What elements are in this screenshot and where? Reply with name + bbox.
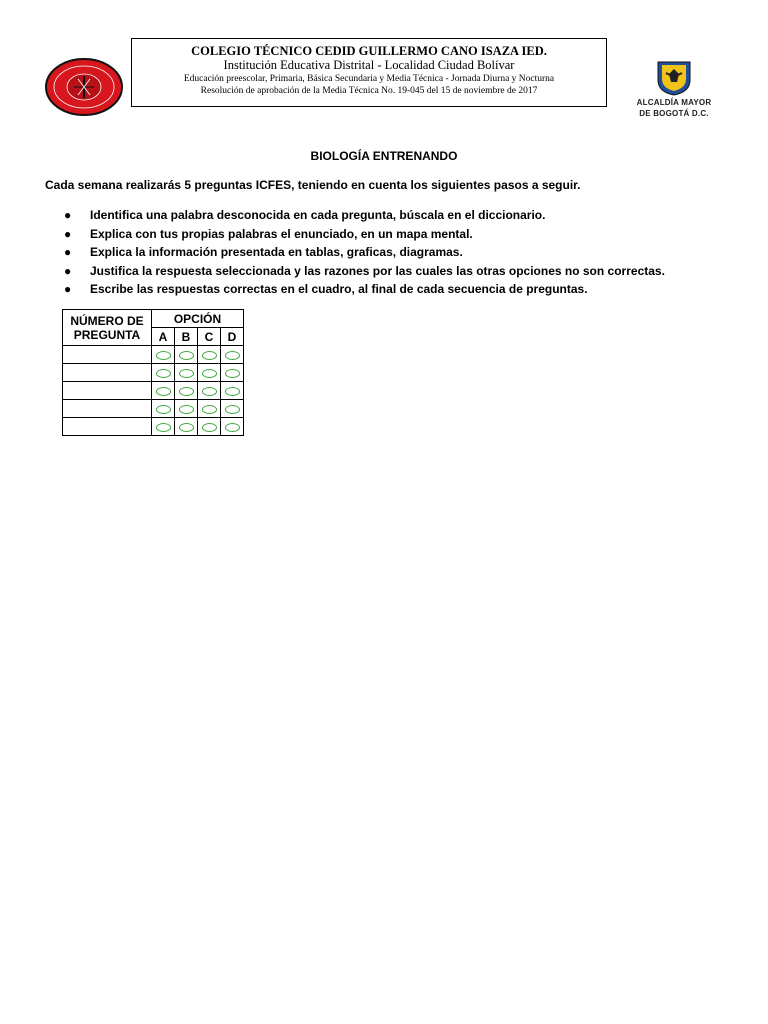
table-row	[63, 346, 244, 364]
answer-cell-d[interactable]	[221, 382, 244, 400]
question-number-cell[interactable]	[63, 400, 152, 418]
option-a-header: A	[152, 328, 175, 346]
answer-cell-a[interactable]	[152, 364, 175, 382]
answer-cell-b[interactable]	[175, 346, 198, 364]
option-c-header: C	[198, 328, 221, 346]
answer-cell-c[interactable]	[198, 382, 221, 400]
answer-cell-d[interactable]	[221, 418, 244, 436]
answer-bubble[interactable]	[156, 405, 171, 414]
bogota-line1: ALCALDÍA MAYOR	[636, 98, 712, 107]
answer-bubble[interactable]	[202, 405, 217, 414]
answer-bubble[interactable]	[225, 423, 240, 432]
answer-bubble[interactable]	[225, 387, 240, 396]
answer-bubble[interactable]	[225, 351, 240, 360]
question-number-header-line2: PREGUNTA	[73, 327, 141, 342]
levels-line: Educación preescolar, Primaria, Básica Secundaria y Media Técnica - Jornada Diurna y Nocturna	[183, 74, 555, 84]
option-b-header: B	[175, 328, 198, 346]
answer-table	[62, 309, 244, 436]
answer-cell-a[interactable]	[152, 418, 175, 436]
answer-bubble[interactable]	[225, 405, 240, 414]
list-item	[64, 262, 665, 281]
bullet-icon: ●	[64, 263, 72, 278]
answer-bubble[interactable]	[179, 387, 194, 396]
table-row	[63, 418, 244, 436]
bullet-icon: ●	[64, 245, 72, 260]
school-name: COLEGIO TÉCNICO CEDID GUILLERMO CANO ISAZA IED.	[191, 44, 547, 58]
list-item	[64, 225, 665, 244]
answer-bubble[interactable]	[202, 423, 217, 432]
answer-bubble[interactable]	[179, 423, 194, 432]
answer-cell-a[interactable]	[152, 400, 175, 418]
question-number-cell[interactable]	[63, 364, 152, 382]
bullet-icon: ●	[64, 282, 72, 297]
intro-text: Cada semana realizarás 5 preguntas ICFES, teniendo en cuenta los siguientes pasos a seguir.	[45, 178, 581, 192]
answer-bubble[interactable]	[156, 387, 171, 396]
answer-cell-c[interactable]	[198, 346, 221, 364]
answer-cell-a[interactable]	[152, 346, 175, 364]
answer-cell-b[interactable]	[175, 400, 198, 418]
bogota-line2: DE BOGOTÁ D.C.	[639, 109, 709, 118]
bullet-icon: ●	[64, 226, 72, 241]
list-item	[64, 280, 665, 299]
table-row	[63, 400, 244, 418]
institution-line: Institución Educativa Distrital - Localidad Ciudad Bolívar	[223, 58, 515, 72]
answer-bubble[interactable]	[179, 405, 194, 414]
answer-bubble[interactable]	[156, 369, 171, 378]
answer-bubble[interactable]	[202, 387, 217, 396]
bogota-coat-of-arms-icon	[652, 60, 696, 96]
option-d-header: D	[221, 328, 244, 346]
answer-bubble[interactable]	[156, 351, 171, 360]
step-text: Justifica la respuesta seleccionada y las razones por las cuales las otras opciones no son correctas.	[90, 263, 665, 278]
question-number-header	[63, 310, 152, 346]
answer-cell-c[interactable]	[198, 364, 221, 382]
answer-cell-c[interactable]	[198, 400, 221, 418]
answer-bubble[interactable]	[179, 369, 194, 378]
answer-cell-d[interactable]	[221, 400, 244, 418]
question-number-cell[interactable]	[63, 418, 152, 436]
option-header: OPCIÓN	[152, 310, 244, 328]
bogota-logo	[628, 60, 720, 120]
answer-cell-b[interactable]	[175, 364, 198, 382]
resolution-line: Resolución de aprobación de la Media Técnica No. 19-045 del 15 de noviembre de 2017	[200, 86, 538, 96]
answer-cell-a[interactable]	[152, 382, 175, 400]
list-item	[64, 206, 665, 225]
answer-bubble[interactable]	[179, 351, 194, 360]
table-row	[63, 364, 244, 382]
school-logo	[44, 57, 124, 117]
step-text: Explica la información presentada en tablas, graficas, diagramas.	[90, 245, 463, 260]
answer-cell-b[interactable]	[175, 418, 198, 436]
answer-bubble[interactable]	[202, 351, 217, 360]
answer-bubble[interactable]	[225, 369, 240, 378]
answer-cell-b[interactable]	[175, 382, 198, 400]
answer-cell-d[interactable]	[221, 346, 244, 364]
bullet-icon: ●	[64, 208, 72, 222]
institution-header	[131, 38, 607, 107]
table-header-row	[63, 310, 244, 328]
answer-cell-d[interactable]	[221, 364, 244, 382]
question-number-cell[interactable]	[63, 382, 152, 400]
school-seal-icon	[44, 57, 124, 117]
question-number-cell[interactable]	[63, 346, 152, 364]
answer-cell-c[interactable]	[198, 418, 221, 436]
answer-bubble[interactable]	[202, 369, 217, 378]
table-row	[63, 382, 244, 400]
steps-list	[64, 206, 665, 299]
document-title: BIOLOGÍA ENTRENANDO	[310, 149, 458, 163]
step-text: Explica con tus propias palabras el enunciado, en un mapa mental.	[90, 226, 473, 241]
step-text: Escribe las respuestas correctas en el cuadro, al final de cada secuencia de preguntas.	[90, 282, 588, 297]
list-item	[64, 243, 665, 262]
question-number-header-line1: NÚMERO DE	[70, 313, 144, 328]
answer-bubble[interactable]	[156, 423, 171, 432]
step-text: Identifica una palabra desconocida en cada pregunta, búscala en el diccionario.	[90, 208, 546, 222]
